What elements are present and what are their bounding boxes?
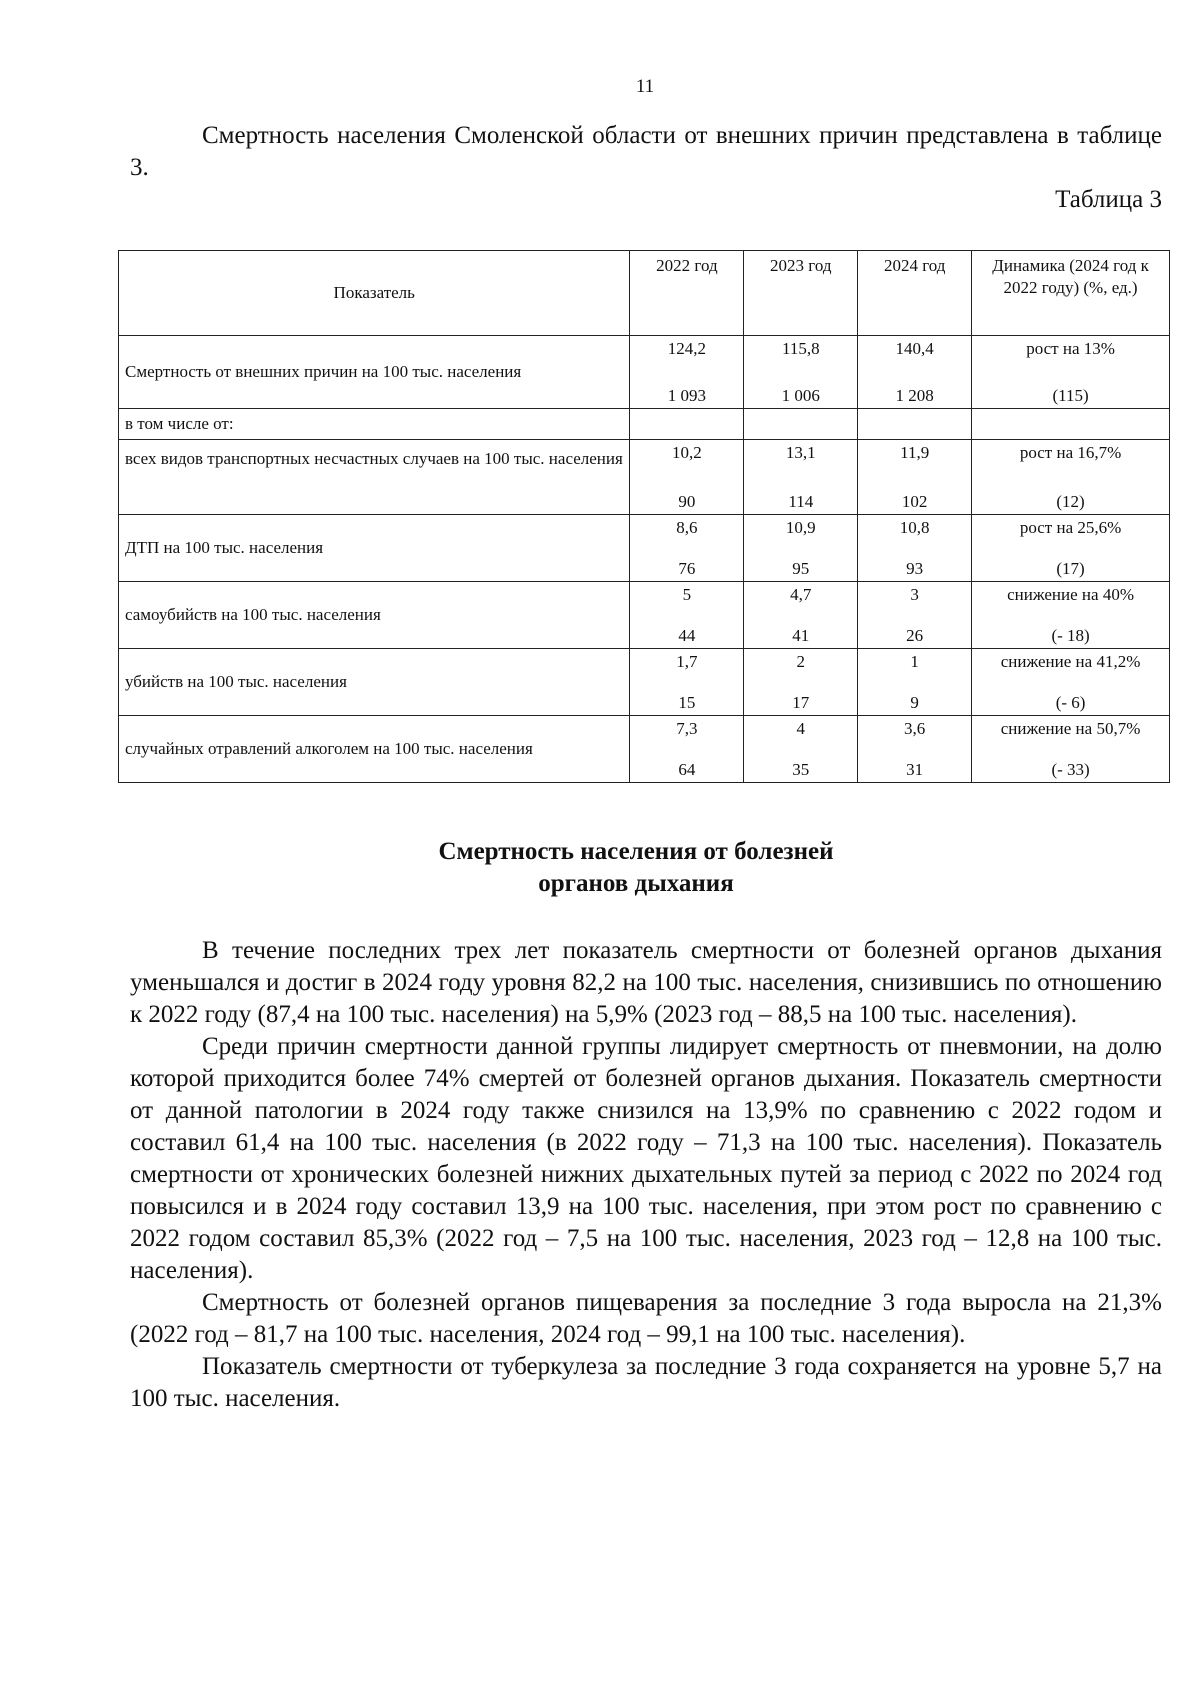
- cell-2024: [858, 440, 972, 515]
- header-2022: 2022 год: [630, 251, 744, 336]
- dynamics-absolute: (- 18): [1051, 626, 1090, 645]
- cell-dynamics: [972, 582, 1170, 649]
- absolute-value: 26: [906, 626, 924, 645]
- cell-dynamics: [972, 716, 1170, 783]
- empty-cell: [858, 409, 972, 440]
- page-number: 11: [635, 76, 655, 97]
- absolute-value: 102: [901, 492, 928, 511]
- absolute-value: 44: [678, 626, 696, 645]
- paragraph: Смертность от болезней органов пищеварения за последние 3 года выросла на 21,3% (2022 год – 81,7 на 100 тыс. населения, 2024 год – 99,1 на 100 тыс. населения).: [130, 1289, 1162, 1348]
- dynamics-absolute: (115): [1052, 386, 1089, 405]
- row-label: убийств на 100 тыс. населения: [119, 649, 630, 716]
- absolute-value: 9: [910, 693, 919, 712]
- cell-2024: [858, 515, 972, 582]
- absolute-value: 114: [788, 492, 814, 511]
- absolute-value: 31: [906, 760, 924, 779]
- rate-value: 10,9: [785, 518, 816, 537]
- header-dynamics: Динамика (2024 год к 2022 году) (%, ед.): [972, 251, 1170, 336]
- absolute-value: 93: [906, 559, 924, 578]
- absolute-value: 15: [678, 693, 696, 712]
- row-label: ДТП на 100 тыс. населения: [119, 515, 630, 582]
- absolute-value: 64: [678, 760, 696, 779]
- rate-value: 8,6: [676, 518, 698, 537]
- empty-cell: [744, 409, 858, 440]
- dynamics-percent: снижение на 40%: [1007, 585, 1134, 604]
- header-indicator: Показатель: [119, 251, 630, 336]
- table-row-subheader: [119, 409, 1170, 440]
- dynamics-percent: снижение на 50,7%: [1000, 719, 1141, 738]
- table-header-row: [119, 251, 1170, 336]
- rate-value: 7,3: [676, 719, 698, 738]
- absolute-value: 90: [678, 492, 696, 511]
- rate-value: 2: [796, 652, 806, 671]
- header-2024: 2024 год: [858, 251, 972, 336]
- cell-2023: [744, 440, 858, 515]
- paragraph: Среди причин смертности данной группы лидирует смертность от пневмонии, на долю которой приходится более 74% смертей от болезней органов дыхания. Показатель смертности от данной патологии в 2024 году также снизился на 13,9% по сравнению с 2022 годом и составил 61,4 на 100 тыс. населения (в 2022 году – 71,3 на 100 тыс. населения). Показатель смертности от хронических болезней нижних дыхательных путей за период с 2022 по 2024 год повысился и в 2024 году составил 13,9 на 100 тыс. населения, при этом рост по сравнению с 2022 годом составил 85,3% (2022 год – 7,5 на 100 тыс. населения, 2023 год – 12,8 на 100 тыс. населения).: [130, 1033, 1162, 1284]
- absolute-value: 95: [792, 559, 810, 578]
- cell-2023: [744, 336, 858, 409]
- paragraph: В течение последних трех лет показатель смертности от болезней органов дыхания уменьшался и достиг в 2024 году уровня 82,2 на 100 тыс. населения, снизившись по отношению к 2022 году (87,4 на 100 тыс. населения) на 5,9% (2023 год – 88,5 на 100 тыс. населения).: [130, 937, 1162, 1028]
- cell-2022: [630, 649, 744, 716]
- absolute-value: 35: [792, 760, 810, 779]
- absolute-value: 1 006: [781, 386, 820, 405]
- row-label: самоубийств на 100 тыс. населения: [119, 582, 630, 649]
- dynamics-absolute: (17): [1056, 559, 1085, 578]
- dynamics-absolute: (- 33): [1051, 760, 1090, 779]
- dynamics-percent: рост на 16,7%: [1019, 443, 1122, 462]
- cell-2022: [630, 440, 744, 515]
- rate-value: 4,7: [790, 585, 812, 604]
- absolute-value: 17: [792, 693, 810, 712]
- section-title-line-2: органов дыхания: [538, 870, 734, 897]
- table-caption: Таблица 3: [1055, 186, 1162, 213]
- section-title: [0, 836, 1200, 900]
- cell-2024: [858, 649, 972, 716]
- cell-2023: [744, 582, 858, 649]
- dynamics-percent: рост на 25,6%: [1019, 518, 1122, 537]
- absolute-value: 76: [678, 559, 696, 578]
- cell-2023: [744, 649, 858, 716]
- empty-cell: [630, 409, 744, 440]
- rate-value: 140,4: [895, 339, 934, 358]
- table-row: [119, 515, 1170, 582]
- cell-2022: [630, 336, 744, 409]
- cell-2024: [858, 336, 972, 409]
- rate-value: 11,9: [900, 443, 930, 462]
- table-row: [119, 716, 1170, 783]
- intro-paragraph: Смертность населения Смоленской области от внешних причин представлена в таблице 3.: [130, 122, 1162, 181]
- paragraph: Показатель смертности от туберкулеза за последние 3 года сохраняется на уровне 5,7 на 100 тыс. населения.: [130, 1353, 1162, 1412]
- cell-2024: [858, 716, 972, 783]
- section-title-line-1: Смертность населения от болезней: [438, 838, 834, 865]
- mortality-table: [118, 250, 1170, 783]
- rate-value: 5: [682, 585, 692, 604]
- cell-2023: [744, 716, 858, 783]
- header-2023: 2023 год: [744, 251, 858, 336]
- dynamics-absolute: (- 6): [1055, 693, 1086, 712]
- row-label: Смертность от внешних причин на 100 тыс. населения: [119, 336, 630, 409]
- rate-value: 124,2: [667, 339, 707, 358]
- cell-2022: [630, 582, 744, 649]
- table-row-total: [119, 336, 1170, 409]
- rate-value: 10,8: [899, 518, 930, 537]
- rate-value: 4: [796, 719, 806, 738]
- cell-dynamics: [972, 515, 1170, 582]
- dynamics-percent: рост на 13%: [1026, 339, 1115, 358]
- rate-value: 10,2: [672, 443, 702, 462]
- absolute-value: 1 093: [667, 386, 707, 405]
- rate-value: 3: [910, 585, 919, 604]
- cell-dynamics: [972, 440, 1170, 515]
- body-text: [130, 935, 1162, 1415]
- row-label: всех видов транспортных несчастных случаев на 100 тыс. населения: [119, 440, 630, 515]
- rate-value: 1: [910, 652, 919, 671]
- subheader-label: в том числе от:: [119, 409, 630, 440]
- absolute-value: 41: [792, 626, 810, 645]
- dynamics-absolute: (12): [1056, 492, 1085, 511]
- cell-dynamics: [972, 336, 1170, 409]
- cell-2024: [858, 582, 972, 649]
- dynamics-percent: снижение на 41,2%: [1000, 652, 1141, 671]
- empty-cell: [972, 409, 1170, 440]
- cell-2022: [630, 716, 744, 783]
- rate-value: 13,1: [785, 443, 816, 462]
- absolute-value: 1 208: [895, 386, 934, 405]
- cell-dynamics: [972, 649, 1170, 716]
- rate-value: 115,8: [781, 339, 820, 358]
- table-row: [119, 582, 1170, 649]
- rate-value: 3,6: [904, 719, 926, 738]
- cell-2022: [630, 515, 744, 582]
- row-label: случайных отравлений алкоголем на 100 тыс. населения: [119, 716, 630, 783]
- cell-2023: [744, 515, 858, 582]
- table-row: [119, 649, 1170, 716]
- rate-value: 1,7: [676, 652, 698, 671]
- table-row: [119, 440, 1170, 515]
